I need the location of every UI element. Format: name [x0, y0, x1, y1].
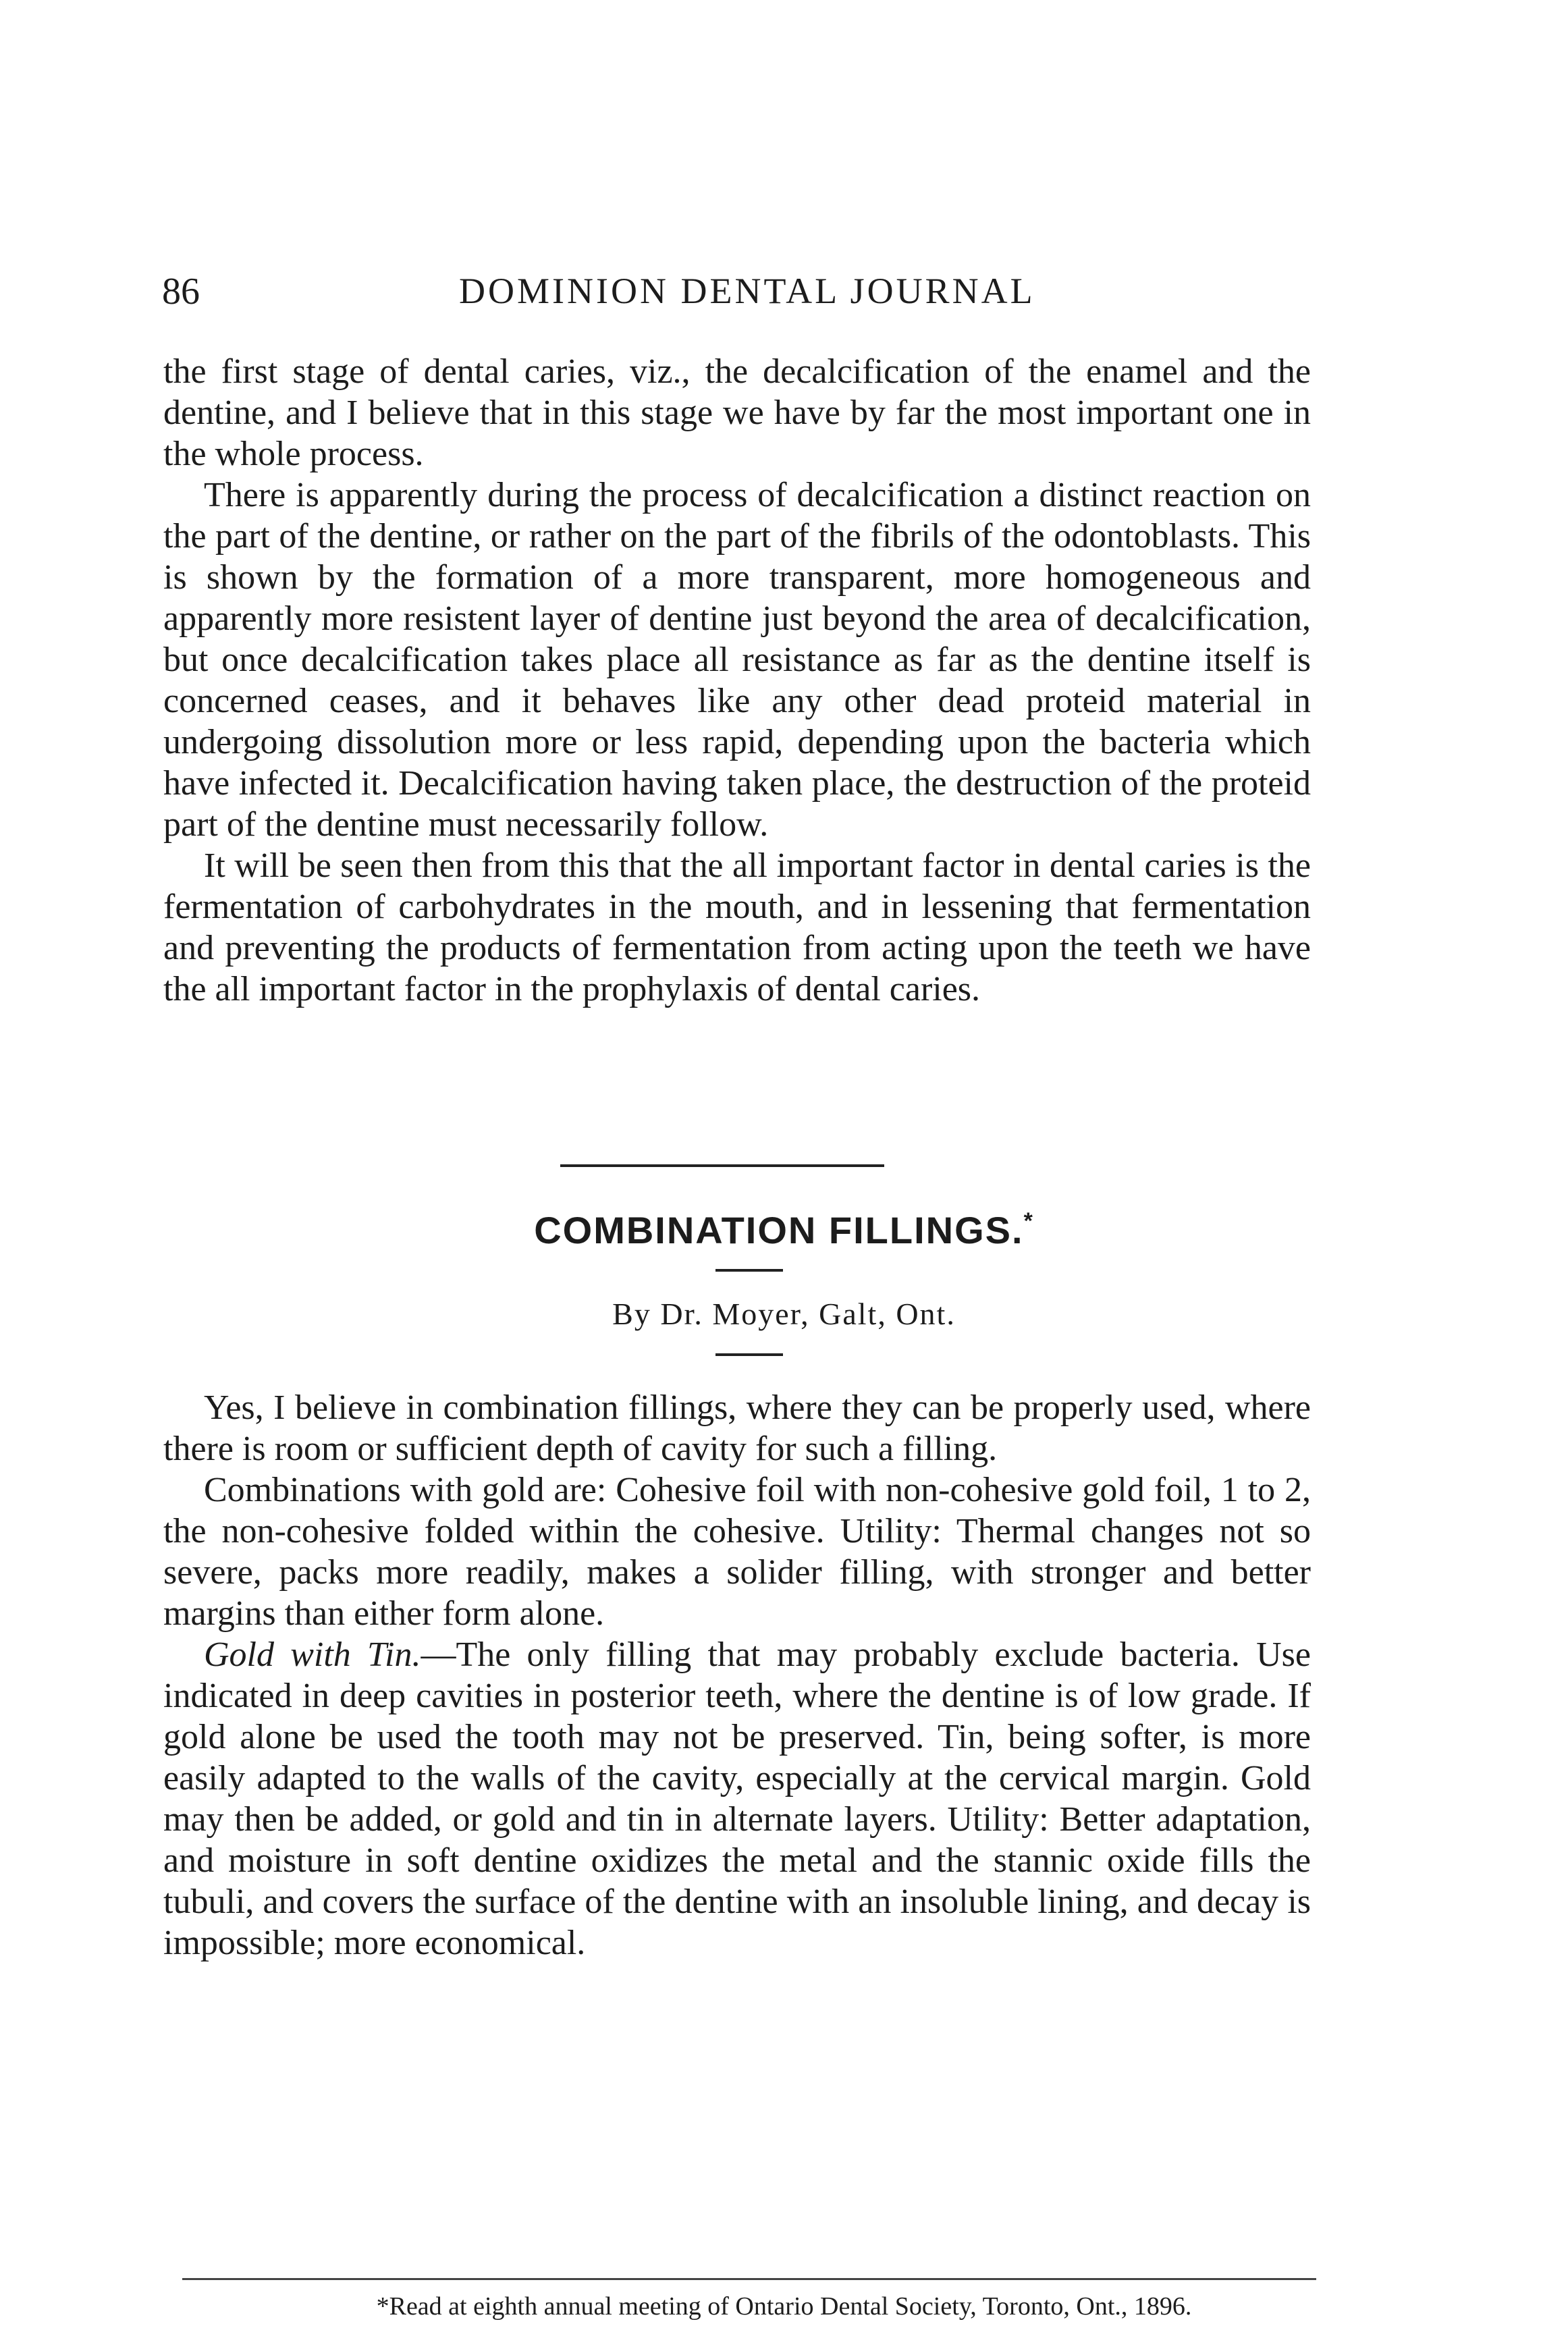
footnote-marker: *	[1023, 1208, 1034, 1234]
paragraph: It will be seen then from this that the all important factor in dental caries is the fermentation of carbohydrates in the mouth, and in lessening that fermentation and preventing the products of fermentation from acting upon the teeth we have the all important factor in the prophylaxis of dental caries.	[163, 846, 1311, 1008]
section-divider	[560, 1164, 884, 1167]
page-header	[162, 270, 1309, 324]
paragraph: There is apparently during the process of decalcification a distinct reaction on the part of the dentine, or rather on the part of the fibrils of the odontoblasts. This is shown by the formation of a more transparent, more homogeneous and apparently more resistent layer of dentine just beyond the area of decalcification, but once decalcification takes place all resistance as far as the dentine itself is concerned ceases, and it behaves like any other dead proteid material in undergoing dissolution more or less rapid, depending upon the bacteria which have infected it. Decalcification having taken place, the destruction of the proteid part of the dentine must necessarily follow.	[163, 476, 1311, 844]
byline-divider	[715, 1353, 783, 1356]
page-number: 86	[162, 271, 200, 313]
paragraph: the first stage of dental caries, viz., the decalcification of the enamel and the dentine, and I believe that in this stage we have by far the most important one in the whole process.	[163, 352, 1311, 473]
title-divider	[715, 1269, 783, 1272]
paragraph: Yes, I believe in combination fillings, where they can be properly used, where there is room or sufficient depth of cavity for such a filling.	[163, 1388, 1311, 1468]
footnote-divider	[182, 2278, 1316, 2280]
article-body	[163, 1387, 1311, 1964]
paragraph-gold-with-tin	[163, 1634, 1311, 1964]
article-title-text: COMBINATION FILLINGS.	[534, 1209, 1024, 1251]
subsection-text: —The only filling that may probably exclude bacteria. Use indicated in deep cavities in posterior teeth, where the dentine is of low grade. If gold alone be used the tooth may not be preserved. Tin, being softer, is more easily adapted to the walls of the cavity, especially at the cervical margin. Gold may then be added, or gold and tin in alternate layers. Utility: Better adaptation, and moisture in soft dentine oxidizes the metal and the stannic oxide fills the tubuli, and covers the surface of the dentine with an insoluble lining, and decay is impossible; more economical.	[163, 1635, 1311, 1962]
subsection-heading: Gold with Tin.	[204, 1635, 421, 1674]
journal-title: DOMINION DENTAL JOURNAL	[459, 271, 1035, 311]
footnote: *Read at eighth annual meeting of Ontario Dental Society, Toronto, Ont., 1896.	[376, 2292, 1192, 2321]
article-byline: By Dr. Moyer, Galt, Ont.	[612, 1297, 956, 1331]
paragraph: Combinations with gold are: Cohesive foil with non-cohesive gold foil, 1 to 2, the non-cohesive folded within the cohesive. Utility: Thermal changes not so severe, packs more readily, makes a solider filling, with stronger and better margins than either form alone.	[163, 1471, 1311, 1633]
article-title	[0, 1208, 1568, 1252]
continued-article-text	[163, 351, 1311, 1010]
